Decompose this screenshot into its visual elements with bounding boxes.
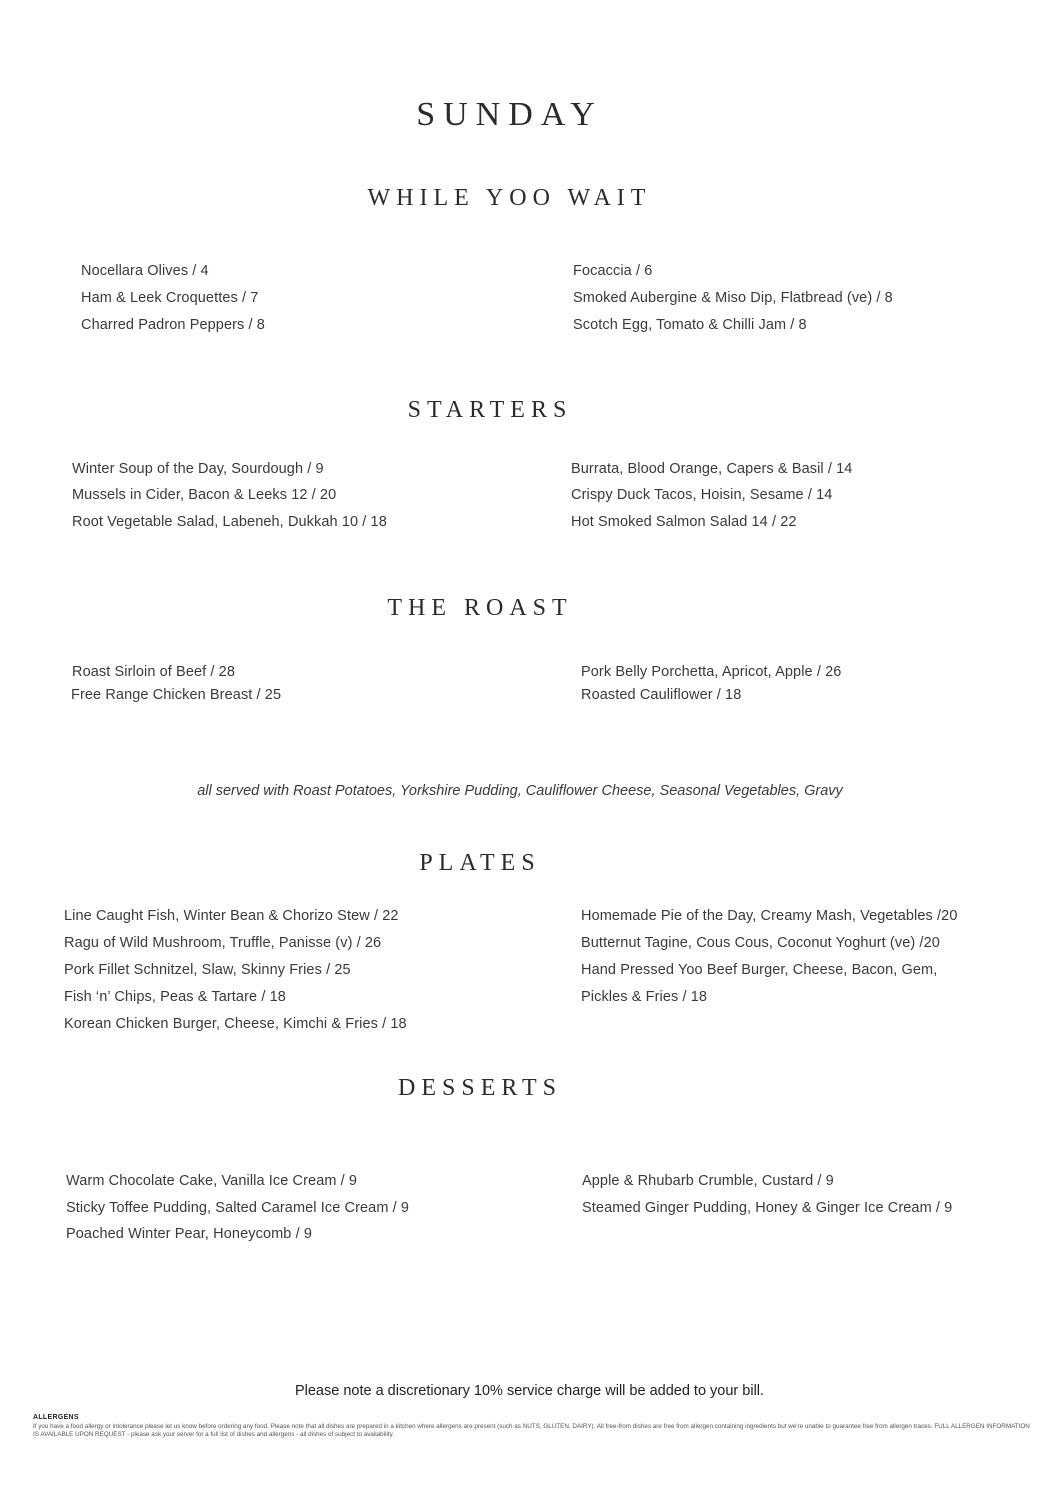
menu-item: Butternut Tagine, Cous Cous, Coconut Yoghurt (ve) /20 bbox=[581, 935, 940, 951]
menu-item: Winter Soup of the Day, Sourdough / 9 bbox=[72, 461, 324, 477]
allergens-text: If you have a food allergy or intolerance please let us know before ordering any food. Please note that all dishes are prepared in a kitchen where allergens are present (such as NUTS, GLUTEN, DAIRY). All free-from dishes are free from allergen containing ingredients but we're unable to guarantee free from allergen traces. FULL ALLERGEN INFORMATION IS AVAILABLE UPON REQUEST - please ask your server for a full list of dishes and allergens - all dishes of subject to availability. bbox=[33, 1423, 1030, 1439]
menu-item: Steamed Ginger Pudding, Honey & Ginger Ice Cream / 9 bbox=[582, 1200, 953, 1216]
menu-item: Fish ‘n’ Chips, Peas & Tartare / 18 bbox=[64, 989, 286, 1005]
section-heading-desserts: DESSERTS bbox=[398, 1075, 562, 1101]
menu-item: Korean Chicken Burger, Cheese, Kimchi & Fries / 18 bbox=[64, 1016, 407, 1032]
menu-item: Crispy Duck Tacos, Hoisin, Sesame / 14 bbox=[571, 487, 833, 503]
menu-item: Roasted Cauliflower / 18 bbox=[581, 687, 742, 703]
menu-item: Focaccia / 6 bbox=[573, 263, 653, 279]
menu-item: Line Caught Fish, Winter Bean & Chorizo Stew / 22 bbox=[64, 908, 399, 924]
section-heading-starters: STARTERS bbox=[407, 397, 573, 423]
menu-item: Nocellara Olives / 4 bbox=[81, 263, 209, 279]
menu-item: Root Vegetable Salad, Labeneh, Dukkah 10 / 18 bbox=[72, 514, 387, 530]
service-charge-note: Please note a discretionary 10% service charge will be added to your bill. bbox=[294, 1383, 765, 1399]
menu-item: Burrata, Blood Orange, Capers & Basil / 14 bbox=[571, 461, 853, 477]
menu-item: Poached Winter Pear, Honeycomb / 9 bbox=[66, 1226, 312, 1242]
menu-item: Roast Sirloin of Beef / 28 bbox=[72, 664, 235, 680]
menu-item: Ham & Leek Croquettes / 7 bbox=[81, 290, 259, 306]
menu-item: Pickles & Fries / 18 bbox=[581, 989, 708, 1005]
section-heading-the-roast: THE ROAST bbox=[387, 595, 573, 621]
section-heading-while-you-wait: WHILE YOO WAIT bbox=[367, 185, 652, 211]
menu-item: Warm Chocolate Cake, Vanilla Ice Cream / 9 bbox=[66, 1173, 358, 1189]
menu-item: Homemade Pie of the Day, Creamy Mash, Vegetables /20 bbox=[581, 908, 958, 924]
menu-item: Ragu of Wild Mushroom, Truffle, Panisse (v) / 26 bbox=[64, 935, 382, 951]
page-title: SUNDAY bbox=[416, 96, 603, 133]
menu-item: Hot Smoked Salmon Salad 14 / 22 bbox=[571, 514, 797, 530]
menu-item: Pork Belly Porchetta, Apricot, Apple / 26 bbox=[581, 664, 842, 680]
menu-item: Charred Padron Peppers / 8 bbox=[81, 317, 265, 333]
menu-item: Sticky Toffee Pudding, Salted Caramel Ice Cream / 9 bbox=[66, 1200, 410, 1216]
menu-item: Free Range Chicken Breast / 25 bbox=[71, 687, 282, 703]
menu-item: Mussels in Cider, Bacon & Leeks 12 / 20 bbox=[72, 487, 337, 503]
section-heading-plates: PLATES bbox=[419, 850, 541, 876]
menu-item: Pork Fillet Schnitzel, Slaw, Skinny Fries / 25 bbox=[64, 962, 351, 978]
menu-item: Hand Pressed Yoo Beef Burger, Cheese, Bacon, Gem, bbox=[581, 962, 938, 978]
allergens-title: ALLERGENS bbox=[33, 1414, 79, 1421]
menu-item: Scotch Egg, Tomato & Chilli Jam / 8 bbox=[573, 317, 807, 333]
roast-sides-note: all served with Roast Potatoes, Yorkshire Pudding, Cauliflower Cheese, Seasonal Vegetables, Gravy bbox=[197, 783, 843, 799]
menu-item: Apple & Rhubarb Crumble, Custard / 9 bbox=[582, 1173, 834, 1189]
menu-item: Smoked Aubergine & Miso Dip, Flatbread (ve) / 8 bbox=[573, 290, 893, 306]
